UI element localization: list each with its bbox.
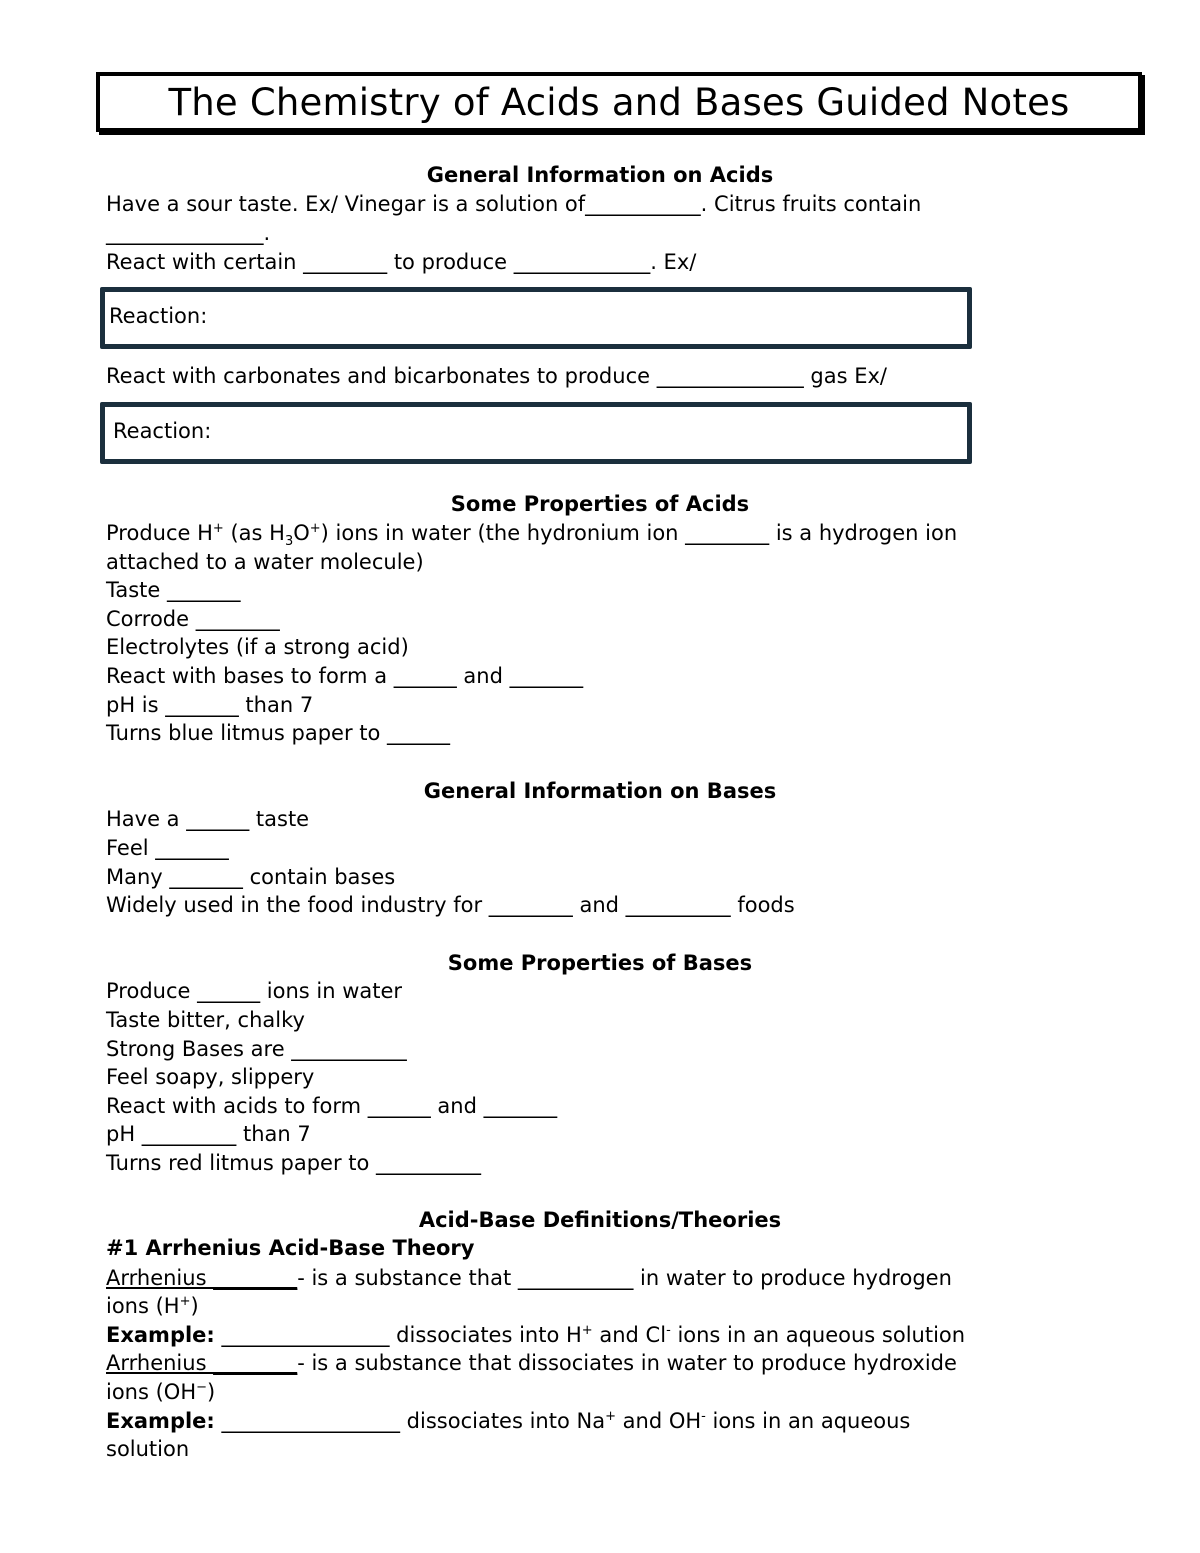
acids-properties-line-7: pH is _______ than 7 — [106, 693, 314, 717]
bases-general-line-3: Many _______ contain bases — [106, 865, 396, 889]
acids-general-line-4: React with carbonates and bicarbonates to produce ______________ gas Ex/ — [106, 364, 887, 388]
arrhenius-base-line-1: Arrhenius ________- is a substance that dissociates in water to produce hydroxide — [106, 1351, 957, 1375]
reaction-label-1: Reaction: — [109, 304, 208, 328]
acids-general-heading: General Information on Acids — [426, 163, 774, 187]
bases-properties-line-1: Produce ______ ions in water — [106, 979, 403, 1003]
arrhenius-subheading: #1 Arrhenius Acid-Base Theory — [106, 1236, 475, 1260]
bases-properties-line-4: Feel soapy, slippery — [106, 1065, 315, 1089]
reaction-box-1 — [100, 287, 972, 349]
acids-general-line-3: React with certain ________ to produce _____________. Ex/ — [106, 250, 697, 274]
theories-heading: Acid-Base Definitions/Theories — [418, 1208, 782, 1232]
arrhenius-base-line-2: ions (OH−) — [106, 1380, 216, 1404]
arrhenius-base-example: Example: _________________ dissociates into Na+ and OH- ions in an aqueous — [106, 1409, 911, 1433]
bases-general-line-1: Have a ______ taste — [106, 807, 310, 831]
acids-properties-line-5: Electrolytes (if a strong acid) — [106, 635, 409, 659]
bases-properties-line-6: pH _________ than 7 — [106, 1122, 311, 1146]
acids-general-line-1: Have a sour taste. Ex/ Vinegar is a solution of___________. Citrus fruits contain — [106, 192, 922, 216]
bases-general-line-4: Widely used in the food industry for ________ and __________ foods — [106, 893, 795, 917]
acids-properties-line-2: attached to a water molecule) — [106, 550, 424, 574]
bases-properties-line-7: Turns red litmus paper to __________ — [106, 1151, 482, 1175]
reaction-label-2: Reaction: — [113, 419, 212, 443]
acids-properties-line-1: Produce H+ (as $H_3O^+$) ions in water (the hydronium ion ________ is a hydrogen ion — [106, 521, 958, 550]
document-title: The Chemistry of Acids and Bases Guided Notes — [168, 80, 1070, 124]
bases-general-heading: General Information on Bases — [423, 779, 777, 803]
acids-properties-line-6: React with bases to form a ______ and _______ — [106, 664, 584, 688]
acids-properties-line-4: Corrode ________ — [106, 607, 280, 631]
arrhenius-base-example-line-2: solution — [106, 1437, 190, 1461]
acids-properties-line-8: Turns blue litmus paper to ______ — [106, 721, 451, 745]
arrhenius-acid-example: Example: ________________ dissociates into H+ and Cl- ions in an aqueous solution — [106, 1323, 966, 1347]
acids-properties-heading: Some Properties of Acids — [450, 492, 750, 516]
bases-properties-heading: Some Properties of Bases — [447, 951, 753, 975]
bases-general-line-2: Feel _______ — [106, 836, 229, 860]
bases-properties-line-3: Strong Bases are ___________ — [106, 1037, 407, 1061]
bases-properties-line-5: React with acids to form ______ and _______ — [106, 1094, 558, 1118]
reaction-box-2 — [100, 402, 972, 464]
bases-properties-line-2: Taste bitter, chalky — [106, 1008, 305, 1032]
acids-properties-line-3: Taste _______ — [106, 578, 241, 602]
acids-general-line-2: _______________. — [106, 221, 271, 245]
document-title-box — [96, 72, 1142, 132]
arrhenius-acid-line-2: ions (H+) — [106, 1294, 199, 1318]
arrhenius-acid-line-1: Arrhenius ________- is a substance that ___________ in water to produce hydrogen — [106, 1266, 952, 1290]
